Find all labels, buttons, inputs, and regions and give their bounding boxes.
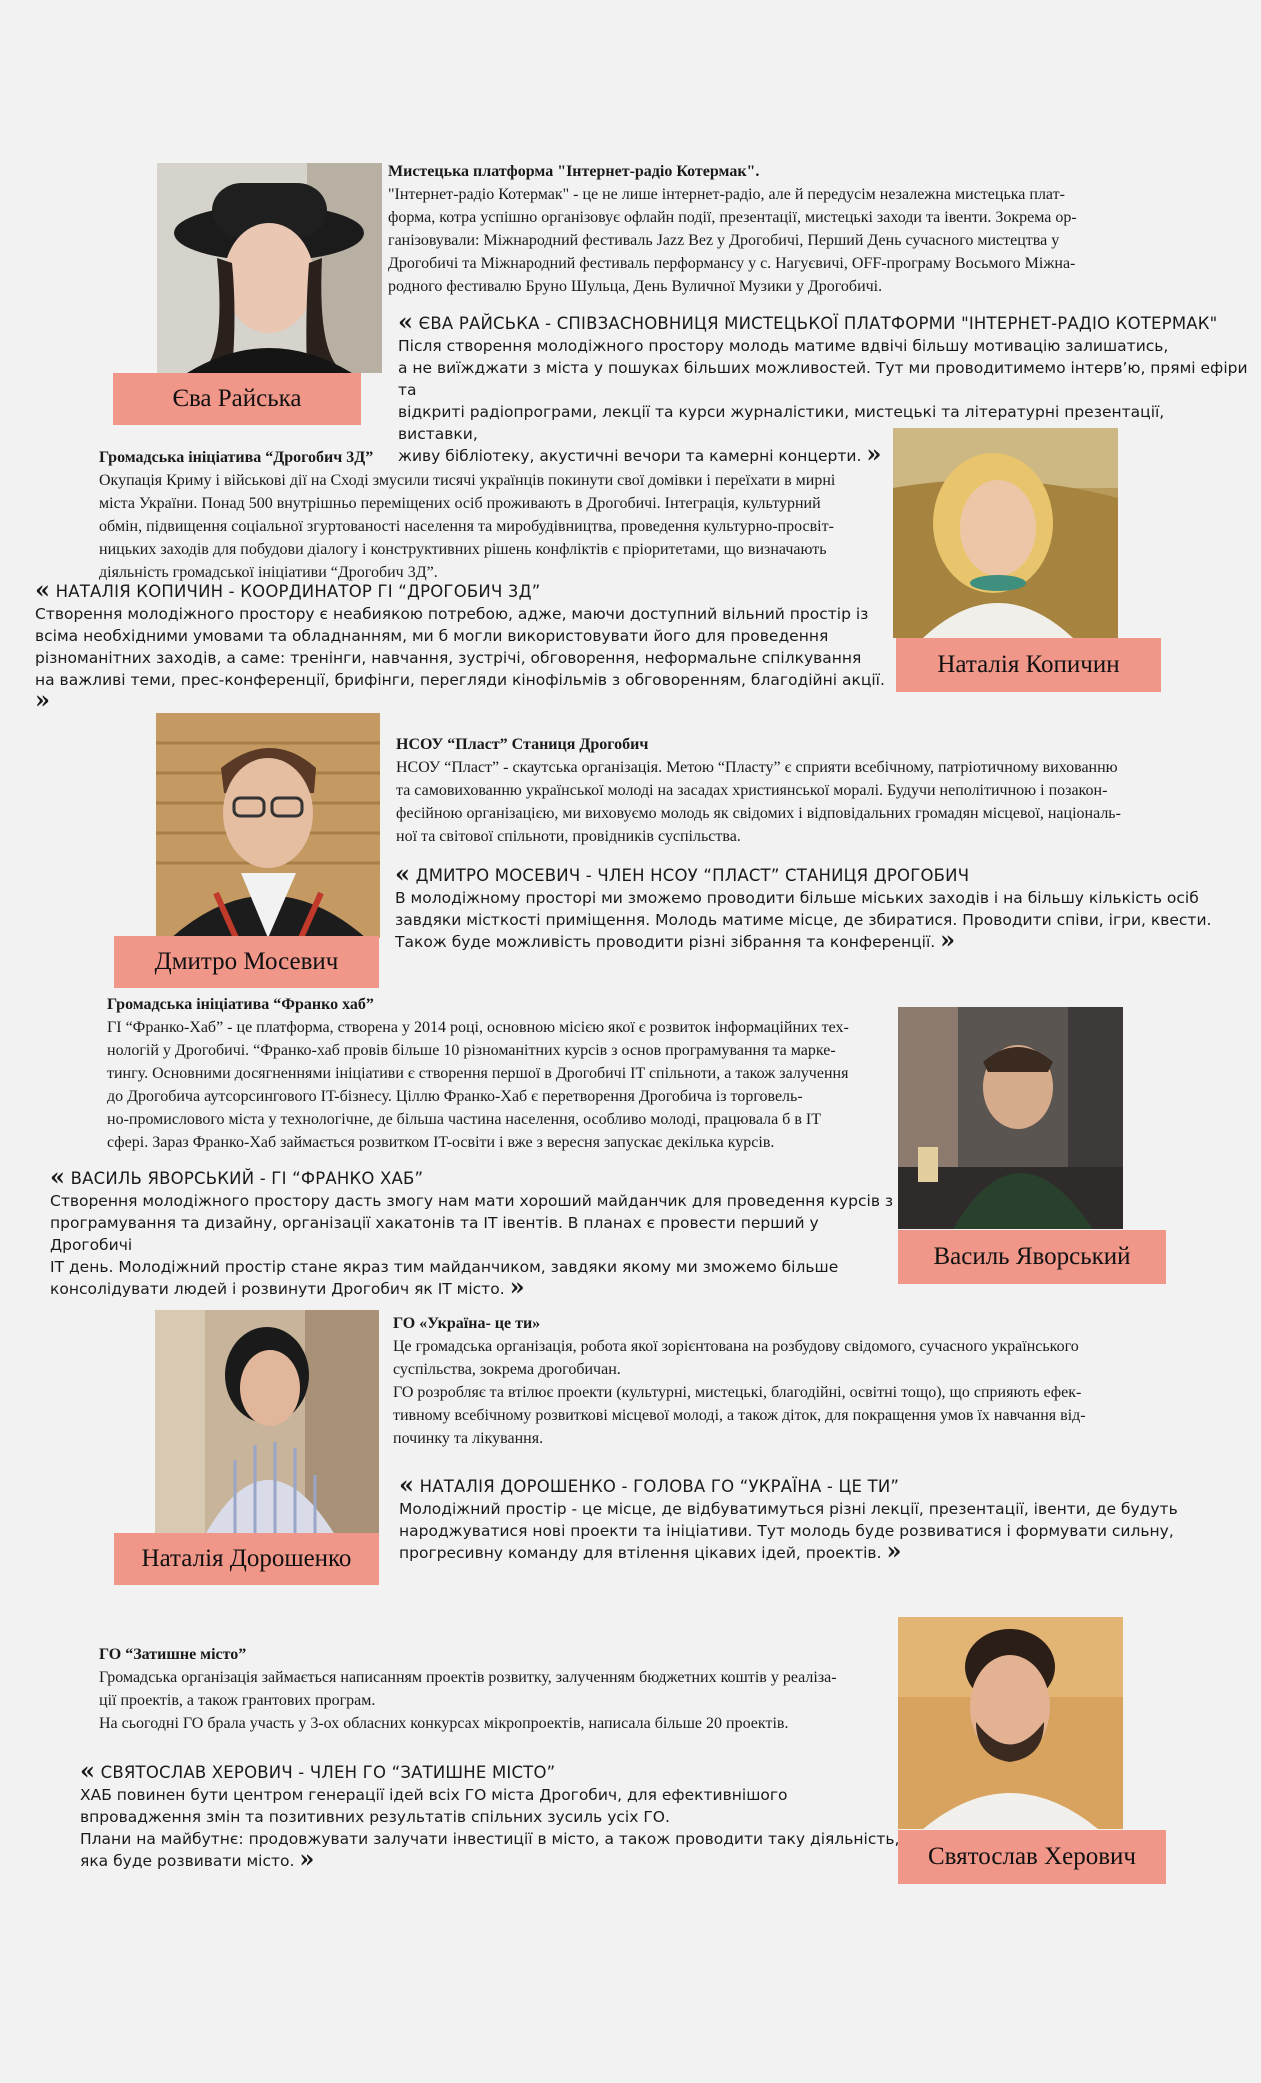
name-label-eva-raiska: Єва Райська: [113, 373, 361, 425]
org-text-line: ГІ “Франко-Хаб” - це платформа, створена у 2014 році, основною місією якої є розвиток інформаційних тех-: [107, 1019, 849, 1036]
org-title: Громадська ініціатива “Франко хаб”: [107, 996, 374, 1013]
org-text-line: но-промислового міста у технологічне, де більша частина населення, особливо молоді, працювала б в IT: [107, 1111, 821, 1128]
org-text-line: тивному всебічному розвиткові місцевої молоді, а також діток, для покращення умов їх навчання від-: [393, 1407, 1086, 1424]
org-text-line: Окупація Криму і військові дії на Сході змусили тисячі українців покинути свої домівки і переїхати в мирні: [99, 472, 836, 489]
org-text-line: Громадська організація займається написанням проектів розвитку, залученням бюджетних коштів у реаліза-: [99, 1669, 837, 1686]
quote-text-line: впровадження змін та позитивних результатів спільних зусиль усіх ГО.: [80, 1808, 670, 1826]
org-text-line: фесійною організацією, ми виховуємо молодь як свідомих і відповідальних громадян місцевої, національ-: [396, 805, 1121, 822]
photo-natalia-kopychyn: [893, 428, 1118, 638]
quote-heading: ЄВА РАЙСЬКА - СПІВЗАСНОВНИЦЯ МИСТЕЦЬКОЇ ПЛАТФОРМИ "ІНТЕРНЕТ-РАДІО КОТЕРМАК": [418, 314, 1218, 333]
name-label-sviatoslav-kherovych: Святослав Херович: [898, 1830, 1166, 1884]
quote-text-line: завдяки місткості приміщення. Молодь матиме місце, де збиратися. Проводити співи, ігри, квести.: [395, 911, 1212, 929]
quote-natalia-doroshenko: [399, 1470, 1239, 1565]
org-text-line: Це громадська організація, робота якої зорієнтована на розбудову свідомого, сучасного українського: [393, 1338, 1079, 1355]
org-text-line: починку та лікування.: [393, 1430, 544, 1447]
org-description-plast: [396, 733, 1196, 848]
quote-text-line: яка буде розвивати місто.: [80, 1852, 295, 1870]
org-text-line: обмін, підвищення соціальної згуртованості населення та миробудівництва, проведення культурно-просвіт-: [99, 518, 834, 535]
quote-text-line: на важливі теми, прес-конференції, брифінги, перегляди кінофільмів з обговоренням, благодійні акції.: [35, 671, 885, 689]
open-quote-mark: «: [398, 307, 414, 336]
org-text-line: Дрогобичі та Міжнародний фестиваль перформансу у с. Нагуєвичі, OFF-програму Восьмого Міжна-: [388, 255, 1076, 272]
org-text-line: ції проектів, а також грантових програм.: [99, 1692, 376, 1709]
quote-heading: НАТАЛІЯ ДОРОШЕНКО - ГОЛОВА ГО “УКРАЇНА - ЦЕ ТИ”: [419, 1477, 900, 1496]
org-text-line: родного фестивалю Бруно Шульца, День Вуличної Музики у Дрогобичі.: [388, 278, 883, 295]
quote-heading: НАТАЛІЯ КОПИЧИН - КООРДИНАТОР ГІ “ДРОГОБИЧ 3Д”: [55, 582, 541, 601]
quote-vasyl-yavorskyi: [50, 1162, 900, 1301]
org-title: Громадська ініціатива “Дрогобич 3Д”: [99, 449, 374, 466]
quote-text-line: а не виїжджати з міста у пошуках більших можливостей. Тут ми проводитимемо інтерв’ю, прямі ефіри та: [398, 359, 1248, 399]
close-quote-mark: »: [866, 439, 882, 468]
quote-text-line: Також буде можливість проводити різні зібрання та конференції.: [395, 933, 936, 951]
quote-text-line: Плани на майбутнє: продовжувати залучати інвестиції в місто, а також проводити таку діяльність,: [80, 1830, 900, 1848]
quote-text-line: Створення молодіжного простору є неабиякою потребою, адже, маючи доступний вільний простір із: [35, 605, 869, 623]
close-quote-mark: »: [35, 685, 50, 714]
close-quote-mark: »: [940, 925, 956, 954]
org-text-line: тингу. Основними досягненнями ініціативи є створення першої в Дрогобичі IT спільноти, а також залучення: [107, 1065, 849, 1082]
photo-eva-raiska: [157, 163, 382, 373]
org-text-line: та самовихованню української молоді на засадах християнської моралі. Будучи неполітичною і позакон-: [396, 782, 1108, 799]
org-text-line: до Дрогобича аутсорсингового IT-бізнесу. Ціллю Франко-Хаб є перетворення Дрогобича із торговель-: [107, 1088, 803, 1105]
org-title: НСОУ “Пласт” Станиця Дрогобич: [396, 736, 649, 753]
photo-natalia-doroshenko: [155, 1310, 379, 1535]
name-label-natalia-kopychyn: Наталія Копичин: [896, 638, 1161, 692]
quote-heading: СВЯТОСЛАВ ХЕРОВИЧ - ЧЛЕН ГО “ЗАТИШНЕ МІСТО”: [100, 1763, 556, 1782]
quote-text-line: різноманітних заходів, а саме: тренінги, навчання, зустрічі, обговорення, неформальне спілкування: [35, 649, 862, 667]
quote-text-line: прогресивну команду для втілення цікавих ідей, проектів.: [399, 1544, 882, 1562]
photo-sviatoslav-kherovych: [898, 1617, 1123, 1829]
quote-text-line: Після створення молодіжного простору молодь матиме вдвічі більшу мотивацію залишатись,: [398, 337, 1169, 355]
quote-natalia-kopychyn: [35, 575, 885, 714]
org-text-line: ГО розробляє та втілює проекти (культурні, мистецькі, благодійні, освітні тощо), що сприяють ефек-: [393, 1384, 1082, 1401]
org-title: ГО «Україна- це ти»: [393, 1315, 541, 1332]
org-description-ukraina-tse-ty: [393, 1312, 1193, 1450]
open-quote-mark: «: [80, 1756, 96, 1785]
org-text-line: На сьогодні ГО брала участь у 3-ох обласних конкурсах мікропроектів, написала більше 20 проектів.: [99, 1715, 789, 1732]
org-text-line: НСОУ “Пласт” - скаутська організація. Метою “Пласту” є сприяти всебічному, патріотичному вихованню: [396, 759, 1118, 776]
quote-text-line: IT день. Молодіжний простір стане якраз тим майданчиком, завдяки якому ми зможемо більше: [50, 1258, 839, 1276]
open-quote-mark: «: [395, 859, 411, 888]
org-description-franko-hub: [107, 993, 907, 1154]
name-label-vasyl-yavorskyi: Василь Яворський: [898, 1230, 1166, 1284]
name-label-natalia-doroshenko: Наталія Дорошенко: [114, 1533, 379, 1585]
quote-sviatoslav-kherovych: [80, 1756, 930, 1873]
org-text-line: "Інтернет-радіо Котермак" - це не лише інтернет-радіо, але й передусім незалежна мистецька плат-: [388, 186, 1065, 203]
quote-text-line: ХАБ повинен бути центром генерації ідей всіх ГО міста Дрогобич, для ефективнішого: [80, 1786, 788, 1804]
org-text-line: ницьких заходів для побудови діалогу і конструктивних рішень конфліктів є пріоритетами, що визначають: [99, 541, 827, 558]
org-text-line: сфері. Зараз Франко-Хаб займається розвитком IT-освіти і вже з вересня запускає декілька курсів.: [107, 1134, 775, 1151]
open-quote-mark: «: [399, 1470, 415, 1499]
photo-vasyl-yavorskyi: [898, 1007, 1123, 1229]
quote-text-line: Створення молодіжного простору дасть змогу нам мати хороший майданчик для проведення курсів з: [50, 1192, 894, 1210]
org-text-line: форма, котра успішно організовує офлайн події, презентації, мистецькі заходи та івенти. Зокрема ор-: [388, 209, 1077, 226]
org-text-line: діяльність громадської ініціативи “Дрогобич 3Д”.: [99, 564, 438, 581]
org-title: Мистецька платформа "Інтернет-радіо Котермак".: [388, 163, 760, 180]
quote-text-line: всіма необхідними умовами та обладнанням, ми б могли використовувати його для проведення: [35, 627, 829, 645]
quote-heading: ВАСИЛЬ ЯВОРСЬКИЙ - ГІ “ФРАНКО ХАБ”: [70, 1169, 424, 1188]
quote-text-line: В молодіжному просторі ми зможемо проводити більше міських заходів і на більшу кількість осіб: [395, 889, 1199, 907]
open-quote-mark: «: [35, 575, 51, 604]
org-text-line: ганізовували: Міжнародний фестиваль Jazz Bez у Дрогобичі, Перший День сучасного мистецтва у: [388, 232, 1060, 249]
close-quote-mark: »: [509, 1272, 525, 1301]
org-description-drohobych-3d: [99, 446, 899, 584]
quote-text-line: живу бібліотеку, акустичні вечори та камерні концерти.: [398, 447, 862, 465]
open-quote-mark: «: [50, 1162, 66, 1191]
quote-text-line: програмування та дизайну, організації хакатонів та IT івентів. В планах є провести перший у Дрогобичі: [50, 1214, 819, 1254]
org-description-zatyshne-misto: [99, 1643, 899, 1735]
quote-eva-raiska: [398, 307, 1248, 468]
org-text-line: суспільства, зокрема дрогобичан.: [393, 1361, 621, 1378]
photo-dmytro-mosevych: [156, 713, 380, 938]
quote-text-line: народжуватися нові проекти та ініціативи. Тут молодь буде розвиватися і формувати сильну,: [399, 1522, 1174, 1540]
quote-text-line: консолідувати людей і розвинути Дрогобич як IT місто.: [50, 1280, 505, 1298]
quote-dmytro-mosevych: [395, 859, 1235, 954]
org-text-line: нологій у Дрогобичі. “Франко-хаб провів більше 10 різноманітних курсів з основ програмування та марке-: [107, 1042, 836, 1059]
name-label-dmytro-mosevych: Дмитро Мосевич: [114, 936, 379, 988]
quote-heading: ДМИТРО МОСЕВИЧ - ЧЛЕН НСОУ “ПЛАСТ” СТАНИЦЯ ДРОГОБИЧ: [415, 866, 970, 885]
org-text-line: міста України. Понад 500 внутрішньо переміщених осіб проживають в Дрогобичі. Інтеграція, культурний: [99, 495, 821, 512]
quote-text-line: відкриті радіопрограми, лекції та курси журналістики, мистецькі та літературні презентації, виставки,: [398, 403, 1165, 443]
close-quote-mark: »: [886, 1536, 902, 1565]
close-quote-mark: »: [299, 1844, 315, 1873]
quote-text-line: Молодіжний простір - це місце, де відбуватимуться різні лекції, презентації, івенти, де будуть: [399, 1500, 1178, 1518]
org-description-kotermak: [388, 160, 1148, 298]
org-text-line: ної та світової спільноти, провідників суспільства.: [396, 828, 741, 845]
org-title: ГО “Затишне місто”: [99, 1646, 247, 1663]
